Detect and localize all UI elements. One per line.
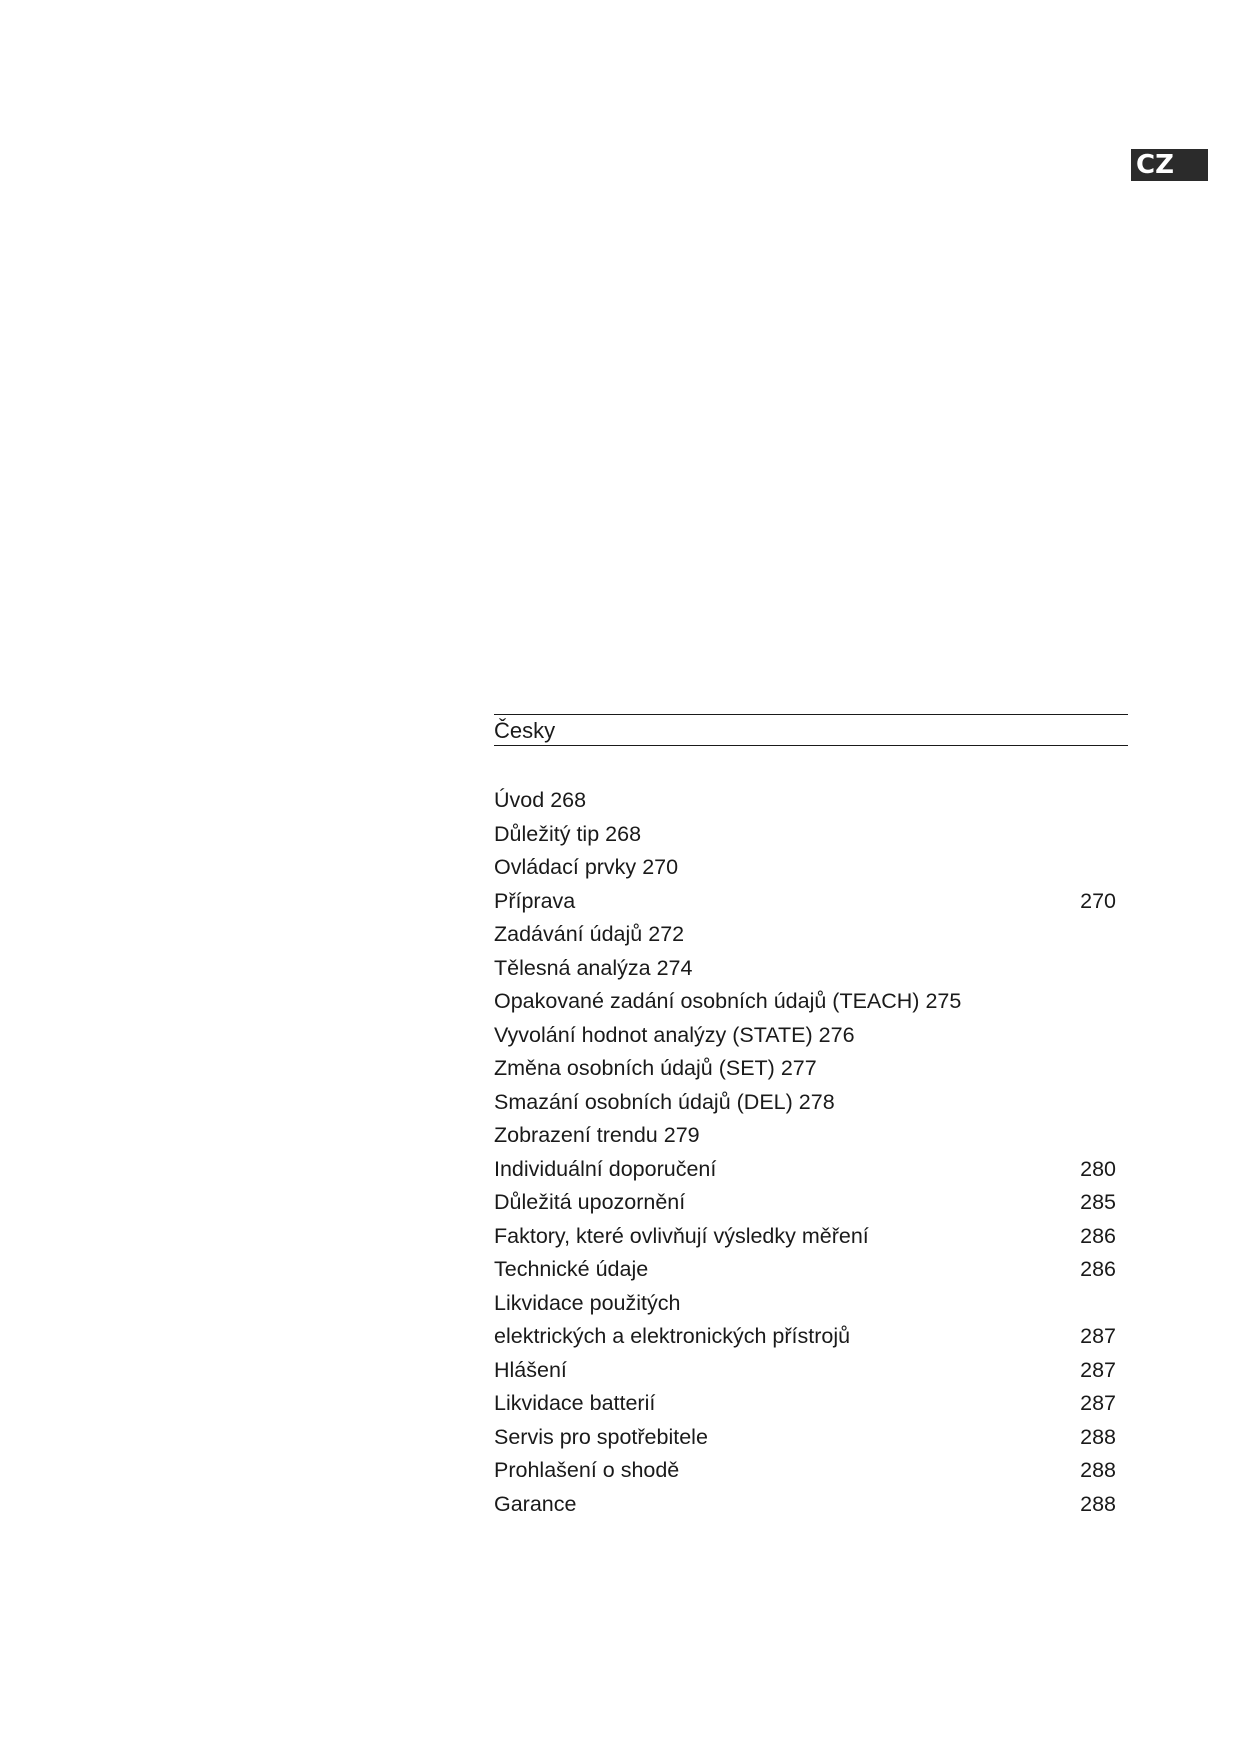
toc-entry [494, 1320, 1124, 1354]
toc-entry-page: 287 [1080, 1357, 1116, 1382]
toc-entry [494, 1454, 1124, 1488]
toc-entry-label: Opakované zadání osobních údajů (TEACH) [494, 989, 920, 1013]
toc-entry [494, 1119, 1124, 1153]
toc-entry [494, 918, 1124, 952]
toc-entry-label: Garance [494, 1491, 577, 1516]
toc-entry-label: Likvidace batterií [494, 1391, 656, 1415]
toc-entry-page: 285 [1080, 1190, 1116, 1214]
toc-entry-page: 278 [798, 1089, 835, 1114]
toc-entry-label: elektrických a elektronických přístrojů [494, 1324, 851, 1348]
toc-entry-page: 279 [663, 1123, 700, 1147]
toc-entry-page: 287 [1080, 1324, 1116, 1348]
toc-entry-label: Zadávání údajů [494, 922, 643, 946]
toc-entry-label: Technické údaje [494, 1257, 649, 1281]
toc-entry [494, 1387, 1124, 1421]
section-title: Česky [494, 718, 556, 743]
toc-entry-page: 274 [656, 955, 693, 980]
toc-entry [494, 1220, 1124, 1254]
toc-entry [494, 1354, 1124, 1388]
toc-entry-label: Servis pro spotřebitele [494, 1424, 708, 1449]
toc-entry [494, 1186, 1124, 1220]
toc-entry-label: Důležitá upozornění [494, 1190, 686, 1214]
toc-entry-page: 276 [818, 1022, 855, 1047]
toc-entry [494, 1052, 1124, 1086]
table-of-contents [494, 784, 1124, 1521]
toc-entry-page: 270 [1080, 888, 1116, 913]
toc-entry [494, 1488, 1124, 1522]
toc-entry-label: Úvod [494, 788, 545, 812]
toc-entry-label: Smazání osobních údajů (DEL) [494, 1089, 793, 1114]
toc-entry-page: 272 [648, 922, 685, 946]
toc-entry [494, 784, 1124, 818]
toc-entry [494, 1086, 1124, 1120]
toc-entry-label: Individuální doporučení [494, 1156, 717, 1181]
toc-entry-label: Tělesná analýza [494, 955, 651, 980]
toc-entry-page: 286 [1080, 1257, 1116, 1281]
toc-entry-label: Faktory, které ovlivňují výsledky měření [494, 1223, 869, 1248]
toc-entry [494, 818, 1124, 852]
top-rule [494, 714, 1128, 715]
toc-entry [494, 1253, 1124, 1287]
toc-entry-label: Ovládací prvky [494, 855, 637, 879]
toc-entry-page: 270 [642, 855, 679, 879]
toc-entry-label: Důležitý tip [494, 821, 600, 846]
toc-entry-label: Likvidace použitých [494, 1290, 681, 1315]
toc-entry-label: Prohlašení o shodě [494, 1458, 680, 1482]
toc-entry [494, 952, 1124, 986]
toc-entry [494, 1153, 1124, 1187]
toc-entry [494, 1019, 1124, 1053]
toc-entry-page: 288 [1080, 1491, 1116, 1516]
toc-entry [494, 1421, 1124, 1455]
toc-entry-page: 275 [925, 989, 962, 1013]
toc-entry-page: 286 [1080, 1223, 1116, 1248]
bottom-rule [494, 745, 1128, 746]
toc-entry-label: Změna osobních údajů (SET) [494, 1056, 775, 1080]
toc-entry-page: 277 [780, 1056, 817, 1080]
toc-entry-page: 268 [605, 821, 642, 846]
toc-entry [494, 851, 1124, 885]
toc-section [494, 714, 1128, 1521]
toc-entry [494, 1287, 1124, 1321]
toc-entry [494, 885, 1124, 919]
toc-entry-page: 288 [1080, 1424, 1116, 1449]
toc-entry-page: 280 [1080, 1156, 1116, 1181]
toc-entry-label: Hlášení [494, 1357, 567, 1382]
toc-entry [494, 985, 1124, 1019]
language-tab: CZ [1131, 149, 1208, 181]
toc-entry-label: Zobrazení trendu [494, 1123, 658, 1147]
toc-entry-label: Příprava [494, 888, 576, 913]
toc-entry-page: 288 [1080, 1458, 1116, 1482]
toc-entry-page: 287 [1080, 1391, 1116, 1415]
toc-entry-page: 268 [550, 788, 587, 812]
toc-entry-label: Vyvolání hodnot analýzy (STATE) [494, 1022, 813, 1047]
